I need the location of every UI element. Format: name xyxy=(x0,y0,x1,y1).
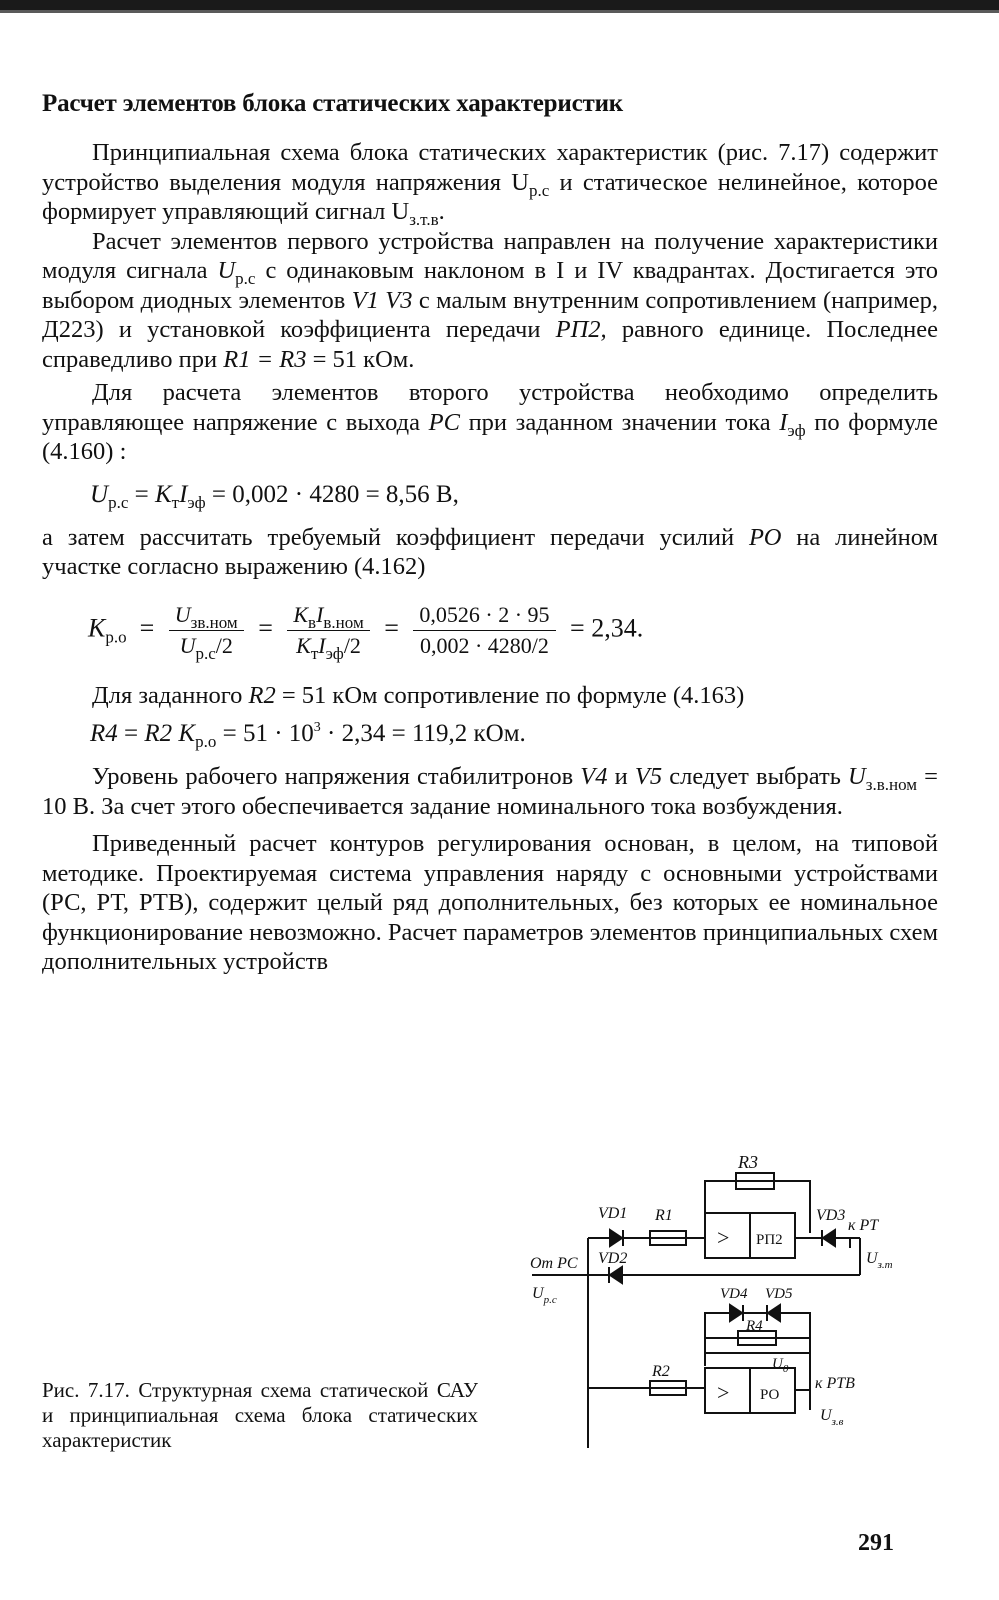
f2-n1-sub: зв.ном xyxy=(190,612,238,632)
f2-n2-ksub: в xyxy=(308,612,317,632)
label-u0 xyxy=(772,1356,789,1375)
f2-n1-u: U xyxy=(174,601,191,627)
f3-rest-b: · 2,34 = 119,2 кОм. xyxy=(320,720,526,747)
p6-text-a: Уровень рабочего напряжения стабилитронов xyxy=(92,763,581,790)
f2-fraction-2 xyxy=(287,601,369,663)
page-number: 291 xyxy=(858,1530,894,1556)
p3-var-i: I xyxy=(779,408,788,436)
f2-k: K xyxy=(88,612,106,642)
top-border xyxy=(0,0,999,10)
p2-var-v: V1 V3 xyxy=(351,286,413,314)
p5-var-r: R2 xyxy=(248,681,276,709)
paragraph-6 xyxy=(42,762,938,821)
p3-subscript: эф xyxy=(787,420,806,440)
p6-var-v5: V5 xyxy=(634,763,663,790)
p4-var-po: РО xyxy=(749,523,782,551)
f2-eq-1: = xyxy=(133,612,155,642)
label-r1: R1 xyxy=(655,1207,673,1224)
paragraph-3 xyxy=(42,378,938,467)
p5-text-a: Для заданного xyxy=(92,681,249,709)
f3-r4: R4 xyxy=(90,720,118,747)
p5-text-b: = 51 кОм сопротивление по формуле (4.163) xyxy=(275,681,745,709)
label-to-rtv: к РТВ xyxy=(815,1375,855,1392)
f3-r2k: R2 K xyxy=(144,720,196,747)
paragraph-2 xyxy=(42,227,938,375)
label-u-zt xyxy=(866,1250,893,1271)
p1-text-end: . xyxy=(438,198,445,225)
u-zv-main: U xyxy=(820,1407,832,1424)
f3-sup: 3 xyxy=(313,720,321,735)
top-border-shadow xyxy=(0,10,999,13)
f1-i-sub: эф xyxy=(187,492,206,512)
section-heading: Расчет элементов блока статических характеристик xyxy=(42,90,623,117)
f1-lhs: U xyxy=(90,480,109,508)
f2-d3: 0,002 · 4280/2 xyxy=(419,632,549,658)
f2-d1-rest: /2 xyxy=(215,632,233,658)
label-from-rc: От РС xyxy=(530,1255,578,1272)
f2-d1-u: U xyxy=(179,632,196,658)
u-zv-sub: з.в xyxy=(831,1416,844,1428)
f1-rest: = 0,002 · 4280 = 8,56 В, xyxy=(205,480,459,508)
f3-eq: = xyxy=(117,720,145,747)
paragraph-5 xyxy=(42,681,938,711)
formula-kro xyxy=(88,601,938,663)
formula-r4 xyxy=(90,720,938,751)
label-vd5: VD5 xyxy=(765,1286,793,1302)
p2-var-r: R1 = R3 xyxy=(223,345,307,373)
f2-d2-k: K xyxy=(296,632,311,658)
p6-text-d: = 10 В. За счет этого обеспечивается задание номинального тока возбуждения. xyxy=(42,763,938,820)
paragraph-4 xyxy=(42,523,938,582)
f2-n2-k: K xyxy=(293,601,309,627)
p2-text-c: с малым внутренним сопротивлением (например, Д223) и установкой коэффициента передачи xyxy=(42,286,938,343)
p3-text-c: по формуле (4.160) : xyxy=(42,408,938,465)
p3-var-pc: РС xyxy=(428,408,460,436)
f1-lhs-sub: р.с xyxy=(108,492,129,512)
f2-n2-isub: в.ном xyxy=(323,612,364,632)
p6-text-c: следует выбрать xyxy=(662,763,849,790)
f2-d2-ksub: т xyxy=(310,643,319,663)
label-u-rs xyxy=(532,1285,557,1306)
figure-caption: Рис. 7.17. Структурная схема статической САУ и принципиальная схема блока статических характеристик xyxy=(42,1378,478,1452)
label-vd4: VD4 xyxy=(720,1286,748,1302)
f2-eq-3: = xyxy=(384,612,399,642)
f2-n2-i: I xyxy=(316,601,324,627)
f1-k-sub: т xyxy=(171,492,180,512)
page-body xyxy=(42,90,938,977)
f3-rest-a: = 51 · 10 xyxy=(216,720,314,747)
p6-subscript: з.в.ном xyxy=(865,775,918,794)
label-u-zv xyxy=(820,1407,844,1428)
u-rs-sub: р.с xyxy=(543,1294,557,1306)
u0-main: U xyxy=(772,1356,783,1372)
formula-ups xyxy=(90,480,938,512)
f2-d2-rest: /2 xyxy=(343,632,361,658)
p3-text-b: при заданном значении тока xyxy=(459,408,780,436)
p4-text-b: на линейном участке согласно выражению (4.162) xyxy=(42,523,938,580)
amp1-symbol: > xyxy=(717,1225,730,1250)
f2-result: = 2,34. xyxy=(570,612,644,642)
circuit-schematic xyxy=(510,1148,910,1448)
label-to-rt: к РТ xyxy=(848,1217,879,1234)
u0-sub: 0 xyxy=(782,1363,789,1375)
p1-text: Принципиальная схема блока статических характеристик (рис. 7.17) содержит устройство выделения модуля напряжения U xyxy=(42,139,938,196)
p6-var-v4: V4 xyxy=(580,763,608,790)
u-zt-sub: з.т xyxy=(877,1259,893,1271)
f1-i: I xyxy=(179,480,188,508)
p4-text-a: а затем рассчитать требуемый коэффициент передачи усилий xyxy=(42,523,750,551)
amp1-label: РП2 xyxy=(756,1232,783,1248)
f2-fraction-3 xyxy=(413,602,555,659)
p2-subscript: р.с xyxy=(235,269,256,288)
amp2-label: РО xyxy=(760,1387,780,1403)
f2-d2-isub: эф xyxy=(325,643,344,663)
label-vd3: VD3 xyxy=(816,1207,846,1224)
f3-sub: р.о xyxy=(195,732,217,751)
label-vd2: VD2 xyxy=(598,1250,628,1267)
label-vd1: VD1 xyxy=(598,1205,628,1222)
p6-text-b: и xyxy=(607,763,635,790)
p6-var-u: U xyxy=(848,763,866,790)
f2-d2-i: I xyxy=(318,632,326,658)
label-r3: R3 xyxy=(738,1152,758,1172)
f2-n3: 0,0526 · 2 · 95 xyxy=(413,602,555,631)
u-rs-main: U xyxy=(532,1285,544,1302)
f2-d1-sub: р.с xyxy=(195,643,216,663)
p2-text-b: с одинаковым наклоном в I и IV квадрантах. Достигается это выбором диодных элементов xyxy=(42,257,938,314)
p1-subscript-2: з.т.в xyxy=(409,210,439,229)
f2-k-sub: р.о xyxy=(105,626,127,646)
label-r2: R2 xyxy=(652,1363,670,1380)
p1-subscript-1: р.с xyxy=(529,180,550,200)
p2-text-a: Расчет элементов первого устройства направлен на получение характеристики модуля сигнала xyxy=(42,227,938,284)
p1-text-mid: и статическое нелинейное, которое формирует управляющий сигнал U xyxy=(42,168,938,225)
paragraph-7: Приведенный расчет контуров регулирования основан, в целом, на типовой методике. Проектируемая система управления наряду с основными устройствами (РС, РТ, РТВ), содержит целый ряд дополнительных, без которых ее номинальное функционирование невозможно. Расчет параметров элементов принципиальных схем дополнительных устройств xyxy=(42,830,938,975)
p2-text-d: равного единице. Последнее справедливо при xyxy=(42,316,939,373)
p3-text-a: Для расчета элементов второго устройства необходимо определить управляющее напряжение с выхода xyxy=(42,379,938,436)
f1-k: K xyxy=(154,480,172,508)
paragraph-1 xyxy=(42,138,938,227)
f1-eq: = xyxy=(128,480,155,508)
p2-text-e: = 51 кОм. xyxy=(306,345,415,373)
amp2-symbol: > xyxy=(717,1380,730,1405)
p2-var-rp: РП2, xyxy=(555,316,607,343)
f2-fraction-1 xyxy=(169,601,244,663)
f2-eq-2: = xyxy=(258,612,273,642)
u-zt-main: U xyxy=(866,1250,878,1267)
p2-var-u: U xyxy=(217,257,236,284)
label-r4: R4 xyxy=(746,1318,763,1334)
